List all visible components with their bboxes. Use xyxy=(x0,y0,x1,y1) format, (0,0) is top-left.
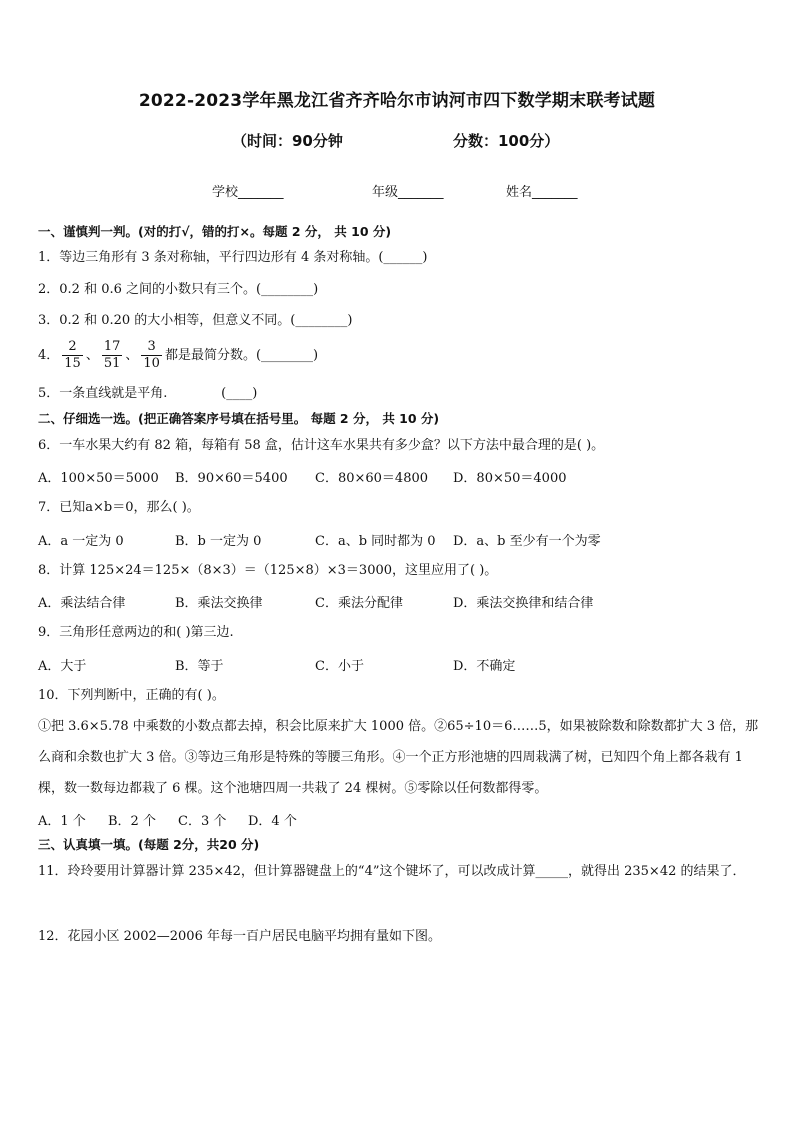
question-11: 11．玲玲要用计算器计算 235×42，但计算器键盘上的“4”这个键坏了，可以改成计算_____，就得出 235×42 的结果了． xyxy=(38,864,746,879)
page-title: 2022-2023学年黑龙江省齐齐哈尔市讷河市四下数学期末联考试题 xyxy=(138,91,656,111)
question-4-text: 都是最简分数。(________) xyxy=(164,348,319,363)
question-1: 1．等边三角形有 3 条对称轴，平行四边形有 4 条对称轴。(______) xyxy=(38,250,428,265)
question-6: 6．一车水果大约有 82 箱，每箱有 58 盒，估计这车水果共有多少盒？以下方法中最合理的是( )。 xyxy=(38,438,605,453)
fraction-17-51 xyxy=(102,339,123,372)
fraction-3-10 xyxy=(141,339,162,372)
fraction-numerator: 2 xyxy=(62,339,83,356)
question-10-statements: ①把 3.6×5.78 中乘数的小数点都去掉，积会比原来扩大 1000 倍。②65÷10＝6……5，如果被除数和除数都扩大 3 倍，那么商和余数也扩大 3 倍。③等边三角形是特殊的等腰三角形。④一个正方形池塘的四周栽满了树，已知四个角上都各栽有 1 棵，数一数每边都栽了 6 棵。这个池塘四周一共栽了 24 棵树。⑤零除以任何数都得零。 xyxy=(38,719,759,796)
question-9-option-a: A．大于 xyxy=(38,659,87,674)
question-7: 7．已知a×b＝0，那么( )。 xyxy=(38,500,200,515)
question-7-option-a: A．a 一定为 0 xyxy=(38,534,124,549)
section-2-heading: 二、仔细选一选。(把正确答案序号填在括号里。 每题 2 分， 共 10 分) xyxy=(38,411,440,426)
section-1-heading: 一、谨慎判一判。(对的打√，错的打×。每题 2 分， 共 10 分) xyxy=(38,224,392,239)
question-10-option-b: B．2 个 xyxy=(108,814,156,829)
name-field: 姓名_______ xyxy=(506,185,578,200)
exam-score: 分数：100分） xyxy=(453,132,560,150)
question-10-option-a: A．1 个 xyxy=(38,814,86,829)
question-2: 2．0.2 和 0.6 之间的小数只有三个。(________) xyxy=(38,282,319,297)
question-8-option-d: D．乘法交换律和结合律 xyxy=(453,596,594,611)
question-7-option-b: B．b 一定为 0 xyxy=(175,534,262,549)
question-7-option-c: C．a、b 同时都为 0 xyxy=(315,534,436,549)
question-6-option-d: D．80×50＝4000 xyxy=(453,471,567,486)
question-7-option-d: D．a、b 至少有一个为零 xyxy=(453,534,601,549)
section-3-heading: 三、认真填一填。(每题 2分，共20 分) xyxy=(38,837,260,852)
fraction-2-15 xyxy=(62,339,83,372)
separator: 、 xyxy=(125,348,139,363)
question-9-option-c: C．小于 xyxy=(315,659,364,674)
question-10-option-d: D．4 个 xyxy=(248,814,297,829)
question-10: 10．下列判断中，正确的有( )。 xyxy=(38,688,225,703)
fraction-denominator: 15 xyxy=(64,356,81,371)
question-4-number: 4． xyxy=(38,348,60,363)
question-5: 5．一条直线就是平角. (____) xyxy=(38,386,258,401)
separator: 、 xyxy=(85,348,99,363)
question-6-option-b: B．90×60＝5400 xyxy=(175,471,288,486)
fraction-denominator: 51 xyxy=(103,356,121,371)
question-8-option-a: A．乘法结合律 xyxy=(38,596,126,611)
question-6-option-a: A．100×50＝5000 xyxy=(38,471,159,486)
question-3: 3．0.2 和 0.20 的大小相等，但意义不同。(________) xyxy=(38,313,353,328)
fraction-denominator: 10 xyxy=(143,356,160,371)
fraction-numerator: 17 xyxy=(103,339,121,354)
exam-time: （时间：90分钟 xyxy=(232,132,343,150)
fraction-numerator: 3 xyxy=(141,339,162,356)
question-12: 12．花园小区 2002—2006 年每一百户居民电脑平均拥有量如下图。 xyxy=(38,929,441,944)
school-field: 学校_______ xyxy=(212,185,284,200)
question-8: 8．计算 125×24＝125×（8×3）＝（125×8）×3＝3000，这里应用了( )。 xyxy=(38,563,498,578)
grade-field: 年级_______ xyxy=(372,185,444,200)
question-4 xyxy=(38,337,318,375)
question-9-option-b: B．等于 xyxy=(175,659,224,674)
question-9-option-d: D．不确定 xyxy=(453,659,516,674)
question-8-option-b: B．乘法交换律 xyxy=(175,596,263,611)
question-9: 9．三角形任意两边的和( )第三边. xyxy=(38,625,234,640)
question-10-option-c: C．3 个 xyxy=(178,814,227,829)
question-6-option-c: C．80×60＝4800 xyxy=(315,471,429,486)
question-8-option-c: C．乘法分配律 xyxy=(315,596,403,611)
